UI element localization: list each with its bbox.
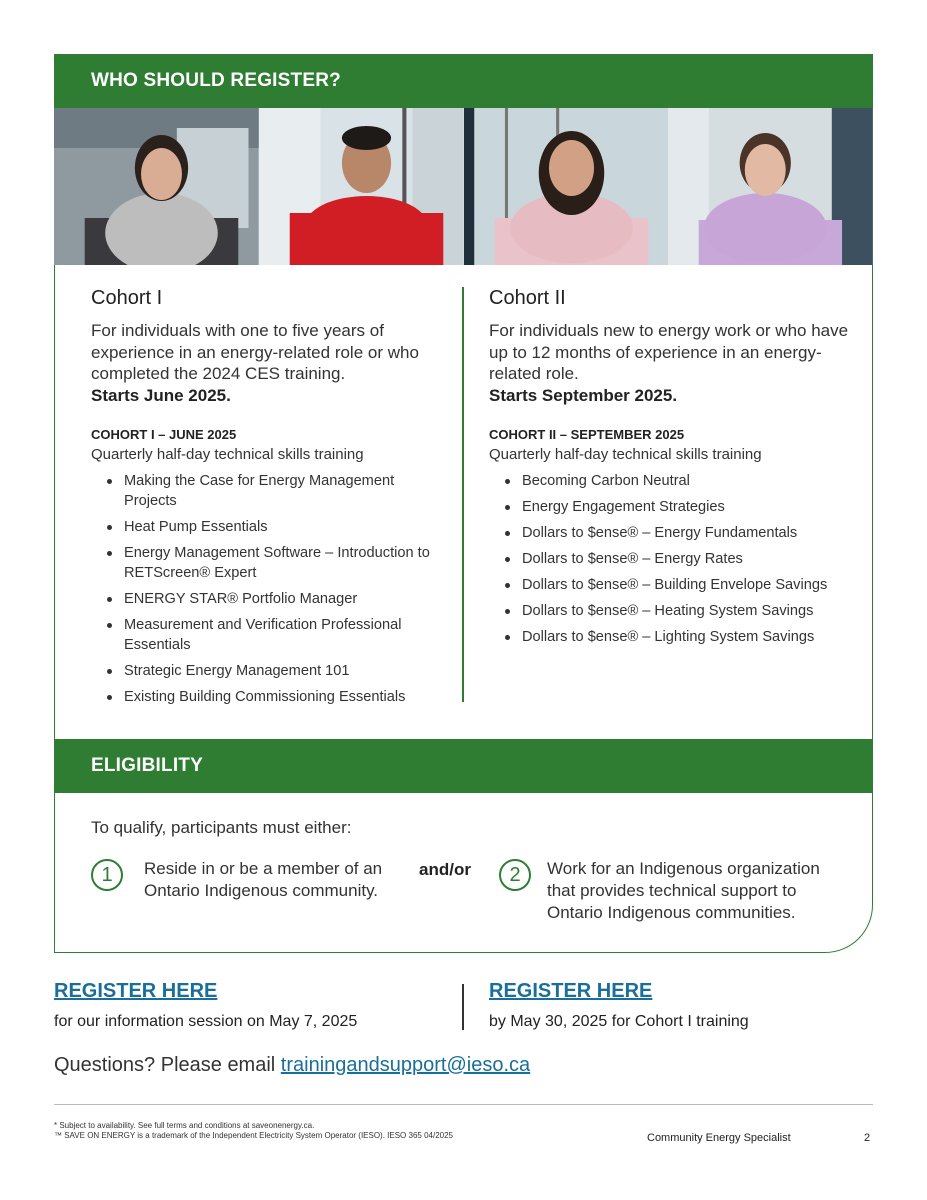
who-should-register-header	[54, 54, 873, 108]
register-cohort-1	[489, 980, 749, 1031]
cohort-1-subhead: COHORT I – JUNE 2025	[91, 427, 237, 442]
email-link[interactable]: trainingandsupport@ieso.ca	[280, 1054, 531, 1076]
cohort-1-column	[91, 287, 441, 713]
cohort-2-subdesc: Quarterly half-day technical skills training	[489, 446, 762, 463]
photo-person-3	[464, 108, 669, 265]
questions-line: Questions? Please email trainingandsupport@ieso.ca	[54, 1054, 531, 1076]
condition-2-text: Work for an Indigenous organization that provides technical support to Ontario Indigenous communities.	[547, 859, 820, 922]
register-cohort-1-link[interactable]: REGISTER HERE	[489, 980, 653, 1002]
register-info-session-note: for our information session on May 7, 2025	[54, 1013, 358, 1030]
section-title: WHO SHOULD REGISTER?	[91, 70, 341, 91]
list-item: ENERGY STAR® Portfolio Manager	[105, 589, 441, 609]
cohort-2-column	[489, 287, 859, 653]
footer-notes	[54, 1121, 453, 1141]
photo-person-4	[668, 108, 873, 265]
register-info-session	[54, 980, 357, 1031]
list-item: Strategic Energy Management 101	[105, 661, 441, 681]
list-item: Making the Case for Energy Management Projects	[105, 471, 441, 511]
footer-note-2: ™ SAVE ON ENERGY is a trademark of the Independent Electricity System Operator (IESO). IESO 365 04/2025	[54, 1131, 453, 1140]
list-item: Dollars to $ense® – Energy Rates	[503, 549, 859, 569]
list-item: Dollars to $ense® – Energy Fundamentals	[503, 523, 859, 543]
condition-1-number: 1	[91, 859, 123, 891]
cohort-1-description: For individuals with one to five years of experience in an energy-related role or who completed the 2024 CES training. Starts June 2025.	[91, 321, 419, 405]
column-divider	[462, 287, 464, 702]
list-item: Heat Pump Essentials	[105, 517, 441, 537]
eligibility-intro: To qualify, participants must either:	[91, 818, 352, 837]
list-item: Existing Building Commissioning Essentials	[105, 687, 441, 707]
photo-person-2	[259, 108, 464, 265]
footer-divider	[54, 1104, 873, 1105]
and-or-connector: and/or	[419, 860, 471, 879]
cohort-2-start: Starts September 2025.	[489, 385, 678, 405]
photo-person-1	[54, 108, 259, 265]
list-item: Energy Engagement Strategies	[503, 497, 859, 517]
list-item: Energy Management Software – Introduction to RETScreen® Expert	[105, 543, 441, 583]
register-divider	[462, 984, 464, 1030]
cohort-2-subhead: COHORT II – SEPTEMBER 2025	[489, 427, 685, 442]
list-item: Dollars to $ense® – Building Envelope Savings	[503, 575, 859, 595]
list-item: Dollars to $ense® – Lighting System Savings	[503, 627, 859, 647]
eligibility-header	[54, 739, 873, 793]
cohort-2-course-list	[489, 471, 859, 647]
eligibility-title: ELIGIBILITY	[91, 755, 203, 776]
cohort-1-subdesc: Quarterly half-day technical skills training	[91, 446, 364, 463]
cohort-2-title: Cohort II	[489, 287, 566, 309]
register-info-session-link[interactable]: REGISTER HERE	[54, 980, 218, 1002]
cohort-2-description: For individuals new to energy work or who have up to 12 months of experience in an energy-related role. Starts September 2025.	[489, 321, 849, 405]
document-title: Community Energy Specialist	[647, 1132, 791, 1144]
list-item: Becoming Carbon Neutral	[503, 471, 859, 491]
footer-note-1: * Subject to availability. See full terms and conditions at saveonenergy.ca.	[54, 1121, 315, 1130]
page-number: 2	[864, 1132, 871, 1144]
cohort-1-title: Cohort I	[91, 287, 163, 309]
participant-photos	[54, 108, 873, 265]
cohort-1-course-list	[91, 471, 441, 707]
list-item: Measurement and Verification Professional Essentials	[105, 615, 441, 655]
condition-1-text: Reside in or be a member of an Ontario Indigenous community.	[144, 859, 383, 900]
list-item: Dollars to $ense® – Heating System Savings	[503, 601, 859, 621]
condition-2-number: 2	[499, 859, 531, 891]
cohort-1-start: Starts June 2025.	[91, 385, 231, 405]
register-cohort-1-note: by May 30, 2025 for Cohort I training	[489, 1013, 749, 1030]
